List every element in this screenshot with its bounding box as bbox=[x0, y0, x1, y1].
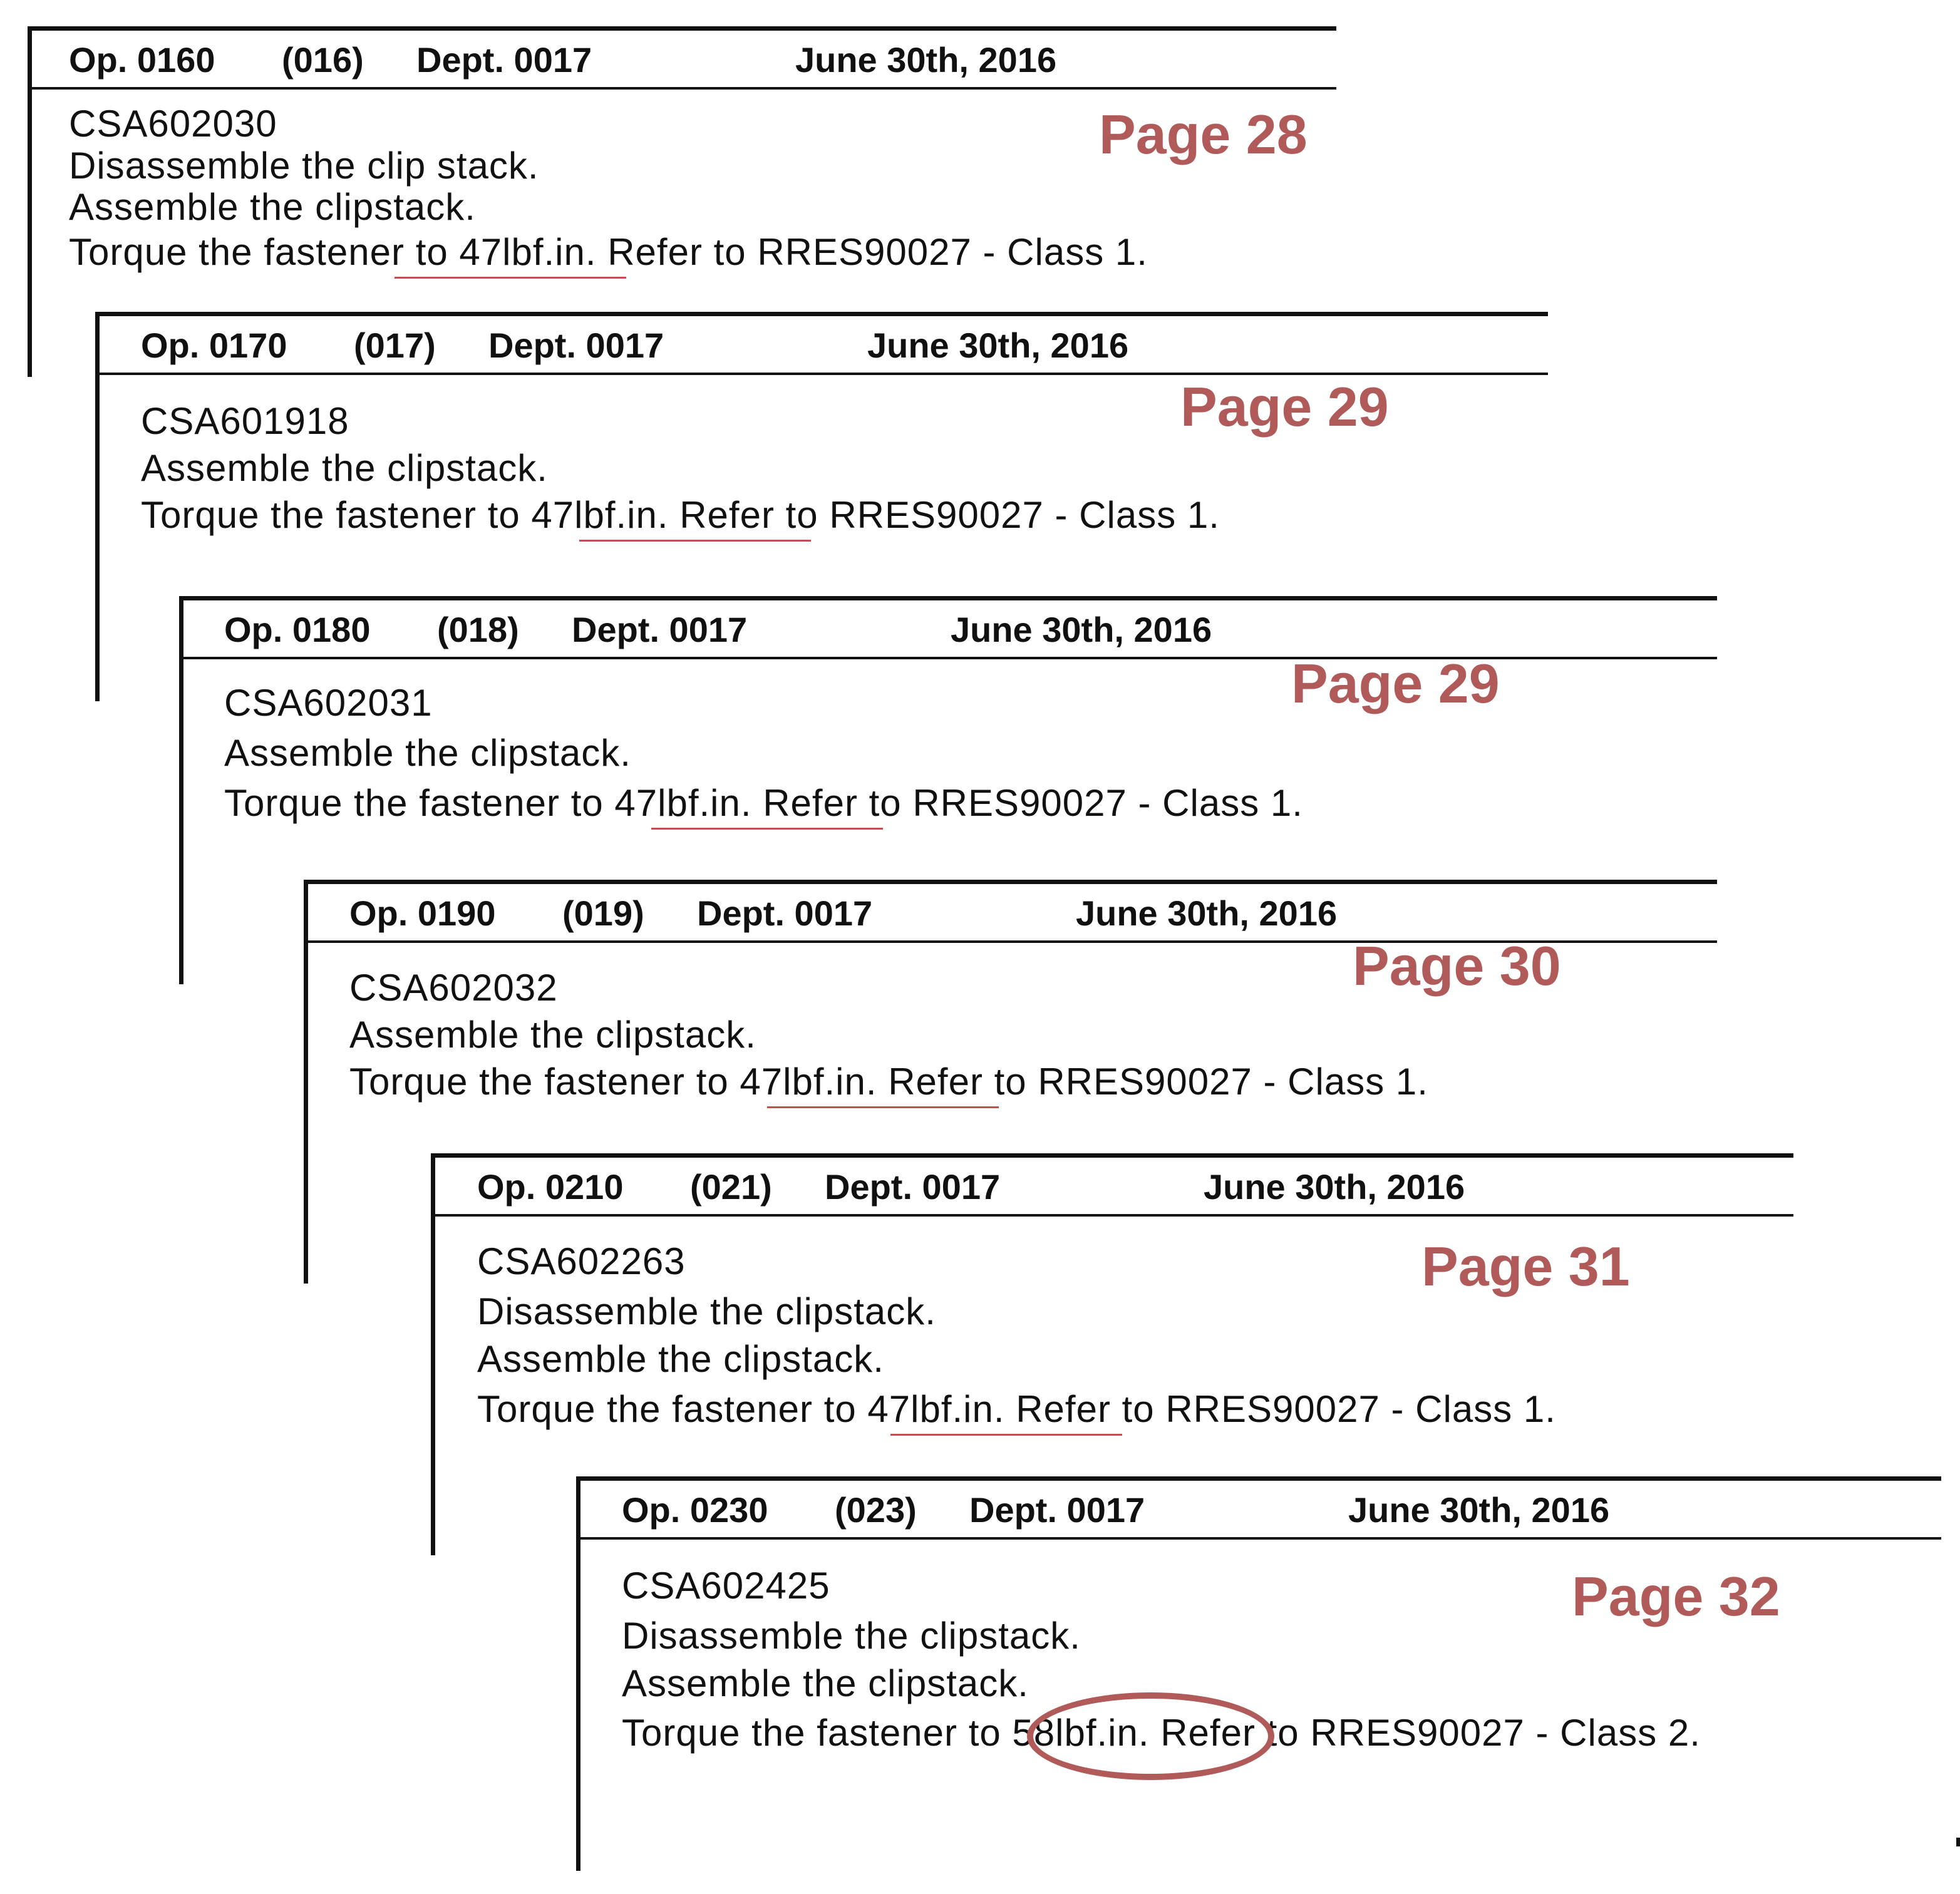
header-seq: (018) bbox=[437, 610, 519, 649]
header-date: June 30th, 2016 bbox=[1204, 1167, 1465, 1207]
instruction-line: Disassemble the clipstack. bbox=[477, 1290, 936, 1332]
torque-instruction bbox=[477, 1389, 1556, 1430]
header-op: Op. 0190 bbox=[349, 893, 496, 933]
page-reference: Page 30 bbox=[1353, 935, 1561, 997]
header-date: June 30th, 2016 bbox=[1076, 893, 1338, 933]
torque-prefix: Torque the fastener bbox=[141, 494, 477, 536]
sheet-header bbox=[580, 1481, 1941, 1540]
instruction-line: Assemble the clipstack. bbox=[69, 186, 476, 228]
torque-suffix: Refer to RRES90027 - Class 1. bbox=[763, 782, 1303, 824]
torque-prefix: Torque the fastener bbox=[477, 1388, 813, 1430]
header-date: June 30th, 2016 bbox=[795, 40, 1057, 80]
torque-suffix: Refer to RRES90027 - Class 1. bbox=[679, 494, 1220, 536]
torque-underline-highlight bbox=[890, 1434, 1122, 1436]
instruction-line: Assemble the clipstack. bbox=[224, 732, 631, 774]
sheet-header bbox=[435, 1158, 1793, 1217]
torque-prefix: Torque the fastener bbox=[349, 1061, 686, 1103]
torque-prefix: Torque the fastener bbox=[622, 1712, 958, 1754]
instruction-line: Assemble the clipstack. bbox=[477, 1338, 884, 1380]
part-code: CSA601918 bbox=[141, 400, 349, 442]
sheet-header bbox=[308, 884, 1717, 943]
header-date: June 30th, 2016 bbox=[867, 326, 1129, 365]
torque-value: to 47lbf.in. bbox=[823, 1388, 1005, 1430]
header-op: Op. 0210 bbox=[477, 1167, 624, 1207]
torque-prefix: Torque the fastener bbox=[69, 231, 405, 273]
torque-suffix: Refer to RRES90027 - Class 1. bbox=[888, 1061, 1428, 1103]
torque-value: to 47lbf.in. bbox=[570, 782, 752, 824]
torque-value: to 58lbf.in. bbox=[968, 1712, 1150, 1754]
header-date: June 30th, 2016 bbox=[1348, 1490, 1610, 1530]
torque-suffix: Refer to RRES90027 - Class 1. bbox=[607, 231, 1148, 273]
header-dept: Dept. 0017 bbox=[825, 1167, 1001, 1207]
torque-value: to 47lbf.in. bbox=[696, 1061, 877, 1103]
part-code: CSA602425 bbox=[622, 1565, 830, 1607]
header-op: Op. 0160 bbox=[69, 40, 215, 80]
header-dept: Dept. 0017 bbox=[697, 893, 873, 933]
instruction-line: Disassemble the clipstack. bbox=[622, 1615, 1081, 1657]
part-code: CSA602031 bbox=[224, 682, 433, 724]
header-op: Op. 0180 bbox=[224, 610, 371, 649]
torque-instruction bbox=[69, 232, 1148, 273]
page-reference: Page 32 bbox=[1572, 1565, 1780, 1627]
sheet-header bbox=[32, 31, 1336, 90]
torque-underline-highlight bbox=[767, 1106, 999, 1108]
torque-value: to 47lbf.in. bbox=[415, 231, 597, 273]
header-op: Op. 0230 bbox=[622, 1490, 768, 1530]
header-op: Op. 0170 bbox=[141, 326, 287, 365]
part-code: CSA602030 bbox=[69, 103, 277, 145]
torque-instruction bbox=[141, 495, 1220, 536]
header-seq: (019) bbox=[562, 893, 644, 933]
page-reference: Page 29 bbox=[1291, 652, 1500, 714]
header-dept: Dept. 0017 bbox=[488, 326, 664, 365]
torque-suffix: Refer to RRES90027 - Class 1. bbox=[1016, 1388, 1556, 1430]
header-seq: (016) bbox=[282, 40, 364, 80]
torque-underline-highlight bbox=[651, 828, 883, 830]
header-seq: (023) bbox=[835, 1490, 917, 1530]
header-dept: Dept. 0017 bbox=[969, 1490, 1145, 1530]
instruction-line: Assemble the clipstack. bbox=[349, 1014, 756, 1056]
page-reference: Page 31 bbox=[1421, 1235, 1630, 1297]
page-reference: Page 29 bbox=[1180, 376, 1389, 438]
instruction-line: Assemble the clipstack. bbox=[622, 1662, 1029, 1704]
sheet-header bbox=[100, 316, 1548, 375]
torque-underline-highlight bbox=[579, 540, 811, 542]
torque-circle-highlight bbox=[1027, 1692, 1274, 1780]
part-code: CSA602032 bbox=[349, 967, 558, 1009]
sheet-header bbox=[183, 600, 1717, 659]
header-seq: (017) bbox=[354, 326, 436, 365]
torque-instruction bbox=[349, 1061, 1428, 1103]
header-date: June 30th, 2016 bbox=[951, 610, 1212, 649]
instruction-line: Disassemble the clip stack. bbox=[69, 145, 539, 187]
torque-prefix: Torque the fastener bbox=[224, 782, 560, 824]
torque-suffix: Refer to RRES90027 - Class 2. bbox=[1160, 1712, 1701, 1754]
header-dept: Dept. 0017 bbox=[416, 40, 592, 80]
header-dept: Dept. 0017 bbox=[572, 610, 748, 649]
torque-value: to 47lbf.in. bbox=[487, 494, 669, 536]
page-reference: Page 28 bbox=[1099, 103, 1308, 165]
torque-underline-highlight bbox=[395, 277, 626, 279]
part-code: CSA602263 bbox=[477, 1240, 686, 1282]
edge-mark bbox=[1956, 1838, 1960, 1846]
instruction-line: Assemble the clipstack. bbox=[141, 447, 548, 489]
torque-instruction bbox=[224, 783, 1303, 824]
header-seq: (021) bbox=[690, 1167, 772, 1207]
